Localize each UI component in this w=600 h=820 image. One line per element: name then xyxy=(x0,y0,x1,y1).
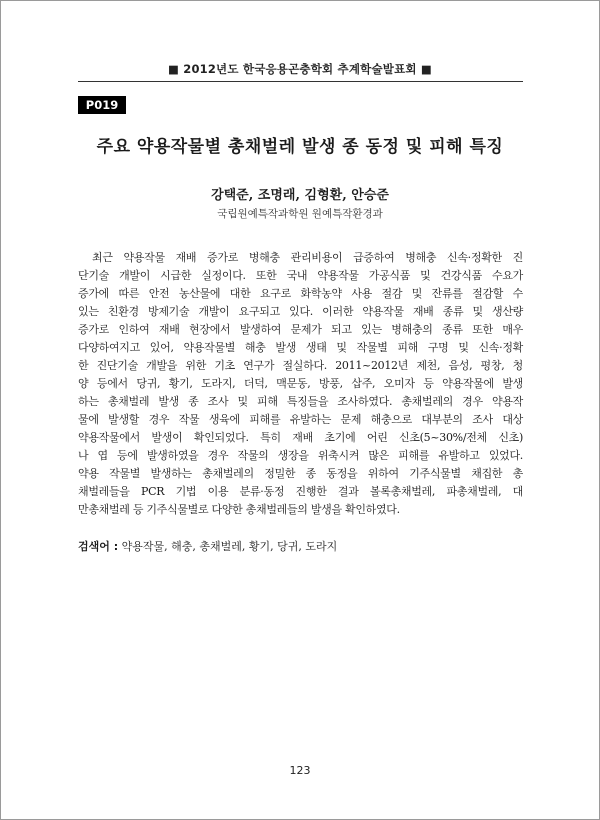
keywords-label: 검색어 : xyxy=(78,540,119,553)
author-affiliation: 국립원예특작과학원 원예특작환경과 xyxy=(217,208,383,220)
abstract-body xyxy=(78,249,523,519)
page-number: 123 xyxy=(289,764,311,777)
running-header: ■ 2012년도 한국응용곤충학회 추계학술발표회 ■ xyxy=(167,62,432,76)
abstract-line: 최근 약용작물 재배 증가로 병해충 관리비용이 급증하여 병해충 신속·정확한 진 xyxy=(92,251,523,264)
keywords-text: 약용작물, 해충, 총채벌레, 황기, 당귀, 도라지 xyxy=(121,540,338,553)
abstract-line: 채벌레들을 PCR 기법 이용 분류·동정 진행한 결과 볼록총채벌레, 파총채벌레, 대 xyxy=(78,485,523,498)
abstract-line: 약용작물에서 발생이 확인되었다. 특히 재배 초기에 어린 신초(5~30%/전체 신초) xyxy=(78,431,523,444)
abstract-line: 약용 작물별 발생하는 총채벌레의 정밀한 종 동정을 위하여 기주식물별 채집한 총 xyxy=(78,467,523,480)
abstract-line: 물에 발생할 경우 작물 생육에 피해를 유발하는 문제 해충으로 대부분의 조사 대상 xyxy=(78,413,523,426)
abstract-line: 단기술 개발이 시급한 실정이다. 또한 국내 약용작물 가공식품 및 건강식품 수요가 xyxy=(78,269,523,282)
poster-id-badge: P019 xyxy=(78,96,126,114)
abstract-line: 증가로 인하여 재배 현장에서 발생하여 문제가 되고 있는 병해충의 종류 또한 매우 xyxy=(78,323,523,336)
abstract-line: 증가에 따른 안전 농산물에 대한 요구로 화학농약 사용 절감 및 잔류를 절감할 수 xyxy=(78,287,523,300)
paper-title: 주요 약용작물별 총채벌레 발생 종 동정 및 피해 특징 xyxy=(96,137,504,157)
abstract-line: 있는 친환경 방제기술 개발이 요구되고 있다. 이러한 약용작물 재배 종류 및 생산량 xyxy=(78,305,523,318)
author-list: 강택준, 조명래, 김형환, 안승준 xyxy=(211,188,389,203)
header-divider xyxy=(78,81,523,82)
keywords-row xyxy=(78,538,523,554)
abstract-line: 한 진단기술 개발을 위한 기초 연구가 절실하다. 2011~2012년 제천, 음성, 평창, 청 xyxy=(78,359,523,372)
abstract-line: 하는 총채벌레 발생 종 조사 및 피해 특징들을 조사하였다. 총채벌레의 경우 약용작 xyxy=(78,395,523,408)
abstract-line: 양 등에서 당귀, 황기, 도라지, 더덕, 맥문동, 방풍, 삽주, 오미자 등 약용작물에 발생 xyxy=(78,377,523,390)
abstract-line: 만총채벌레 등 기주식물별로 다양한 총채벌레들의 발생을 확인하였다. xyxy=(78,503,400,516)
abstract-line: 나 엽 등에 발생하였을 경우 작물의 생장을 위축시켜 많은 피해를 유발하고 있었다. xyxy=(78,449,523,462)
abstract-line: 다양하여지고 있어, 약용작물별 해충 발생 생태 및 작물별 피해 구명 및 신속·정확 xyxy=(78,341,523,354)
